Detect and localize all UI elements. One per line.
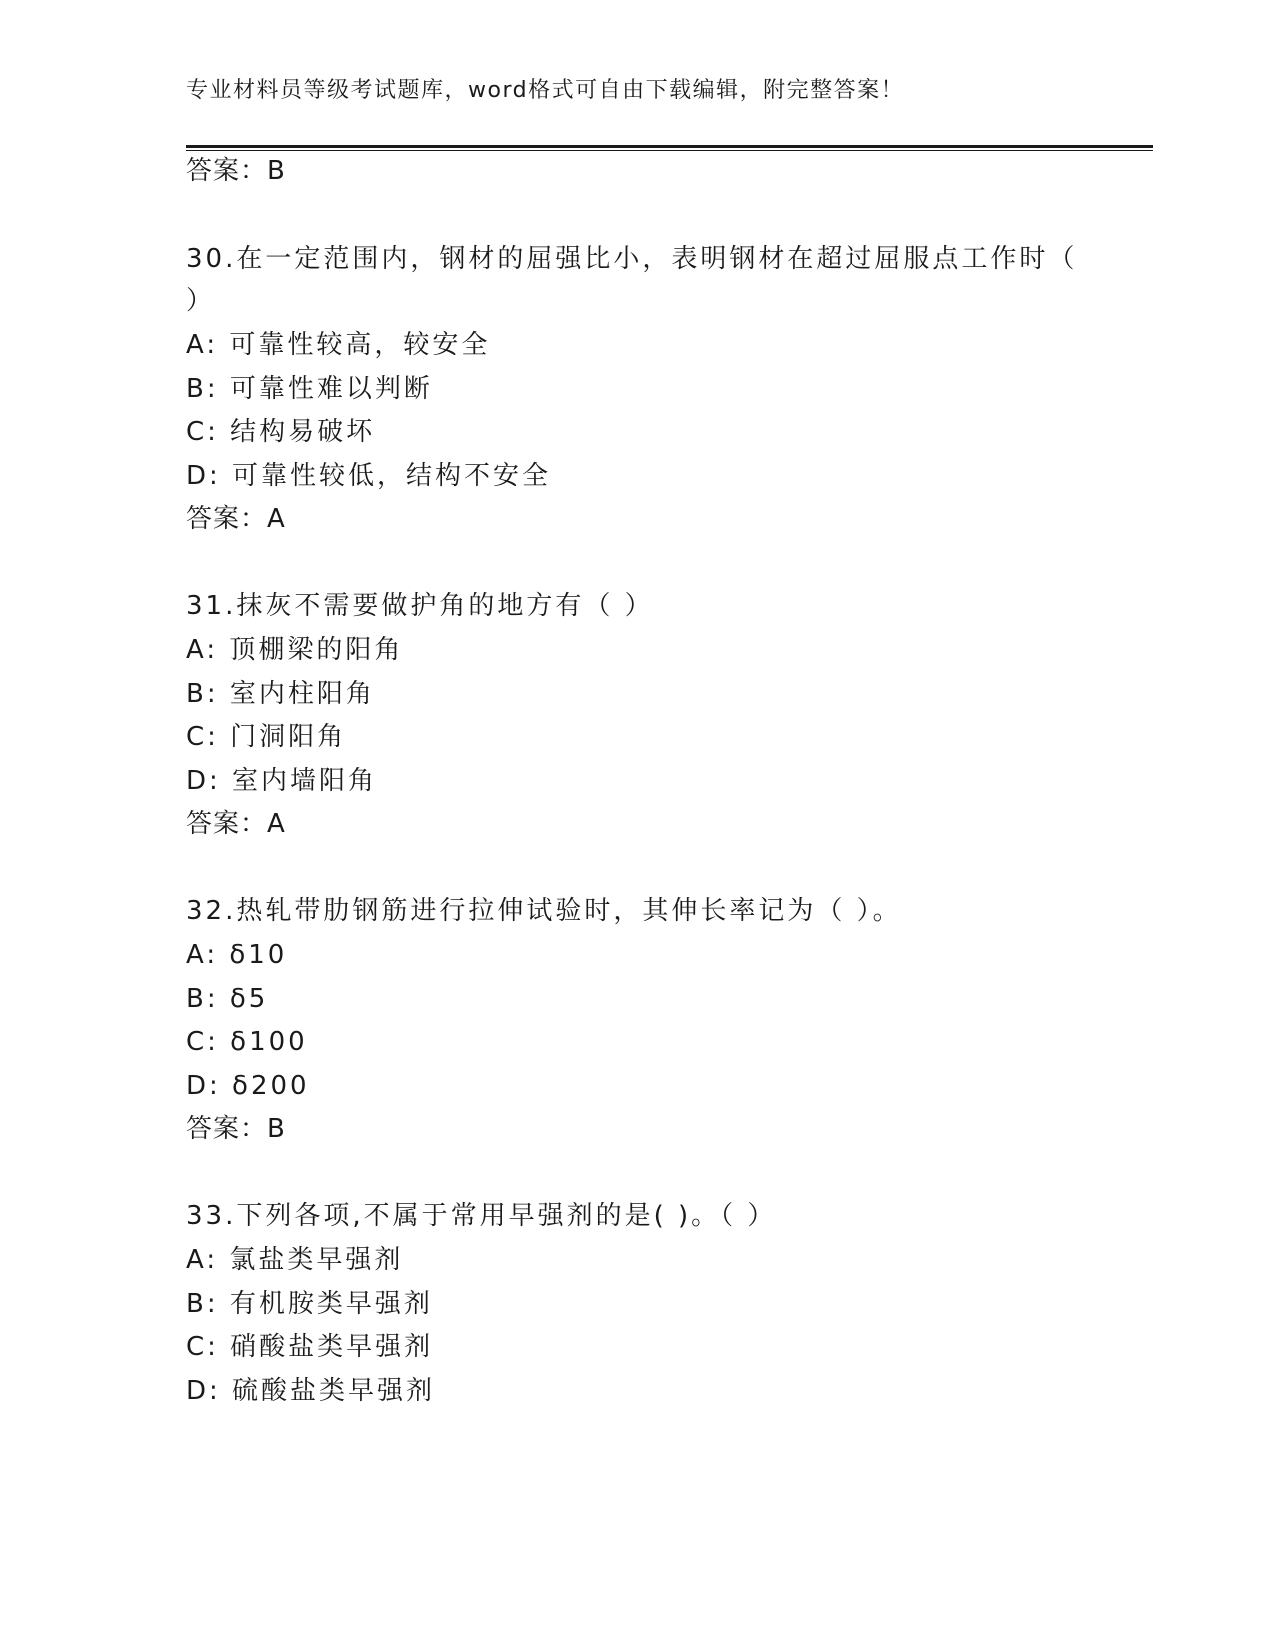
question-31-option-b: B: 室内柱阳角 [186,679,375,709]
question-33-option-a: A: 氯盐类早强剂 [186,1245,404,1275]
question-32-option-c: C: δ100 [186,1027,308,1057]
question-30-answer: 答案：A [186,504,286,534]
question-32-answer: 答案：B [186,1114,286,1144]
question-32-option-d: D: δ200 [186,1071,310,1101]
question-30-option-b: B: 可靠性难以判断 [186,374,433,404]
answer-previous: 答案：B [186,156,286,186]
header-rule-thick [186,145,1153,148]
question-31-option-a: A: 顶棚梁的阳角 [186,635,404,665]
question-30-option-c: C: 结构易破坏 [186,417,376,447]
question-30-option-d: D: 可靠性较低，结构不安全 [186,461,552,491]
question-33-stem: 33.下列各项,不属于常用早强剂的是( )。（ ） [186,1201,777,1231]
question-32-option-b: B: δ5 [186,984,269,1014]
question-30-option-a: A: 可靠性较高，较安全 [186,330,491,360]
question-31-option-d: D: 室内墙阳角 [186,766,378,796]
question-30-stem-cont: ） [186,286,216,316]
page-header: 专业材料员等级考试题库，word格式可自由下载编辑，附完整答案！ [186,78,905,103]
question-30-stem: 30.在一定范围内，钢材的屈强比小，表明钢材在超过屈服点工作时（ [186,244,1078,274]
question-31-answer: 答案：A [186,809,286,839]
header-rule-thin [186,150,1153,151]
question-32-option-a: A: δ10 [186,940,288,970]
question-33-option-d: D: 硫酸盐类早强剂 [186,1376,436,1406]
question-33-option-c: C: 硝酸盐类早强剂 [186,1332,434,1362]
question-33-option-b: B: 有机胺类早强剂 [186,1289,433,1319]
question-32-stem: 32.热轧带肋钢筋进行拉伸试验时，其伸长率记为（ ）。 [186,896,902,926]
question-31-option-c: C: 门洞阳角 [186,722,347,752]
question-31-stem: 31.抹灰不需要做护角的地方有（ ） [186,591,654,621]
